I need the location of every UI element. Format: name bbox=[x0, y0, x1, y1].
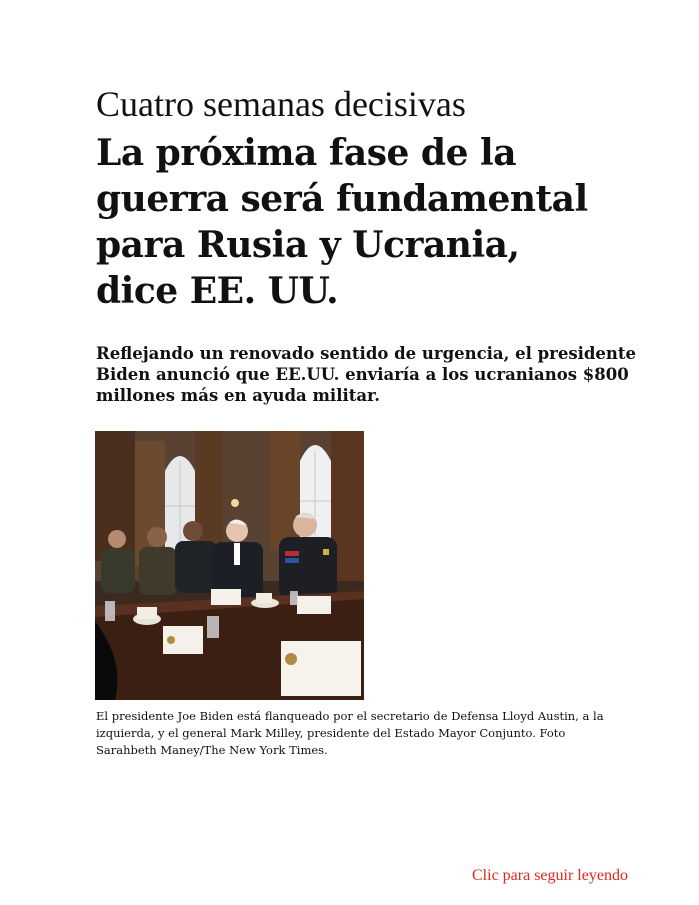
photo-caption: El presidente Joe Biden está flanqueado por el secretario de Defensa Lloyd Austin, a la izquierda, y el general Mark Milley, presidente del Estado Mayor Conjunto. Foto Sarahbeth Maney/The New York Times. bbox=[96, 709, 604, 757]
article-kicker: Cuatro semanas decisivas bbox=[96, 84, 466, 124]
article-headline: La próxima fase de la guerra será fundamental para Rusia y Ucrania, dice EE. UU. bbox=[96, 132, 588, 312]
article-summary: Reflejando un renovado sentido de urgencia, el presidente Biden anunció que EE.UU. enviaría a los ucranianos $800 millones más en ayuda militar. bbox=[96, 344, 637, 405]
article-photo bbox=[95, 431, 364, 700]
photo-illustration bbox=[95, 431, 364, 700]
read-more-link[interactable]: Clic para seguir leyendo bbox=[472, 867, 628, 884]
